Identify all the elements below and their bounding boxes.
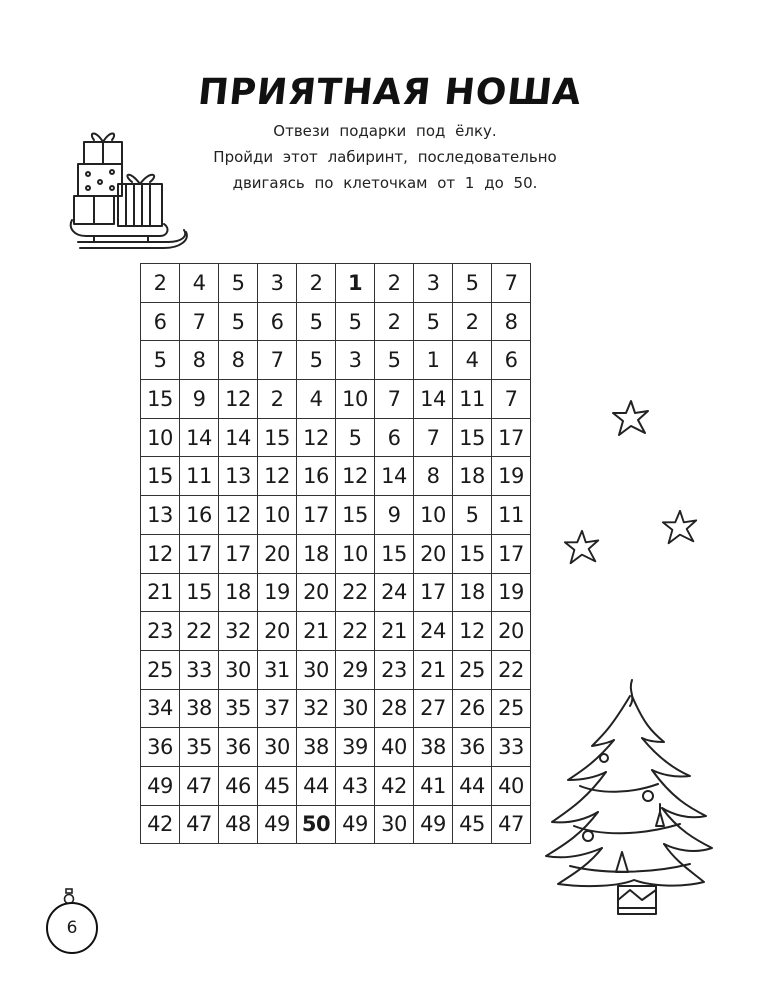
maze-cell: 12 <box>219 496 258 535</box>
maze-cell: 5 <box>375 341 414 380</box>
maze-cell: 4 <box>453 341 492 380</box>
maze-cell: 36 <box>219 728 258 767</box>
maze-cell: 19 <box>492 573 531 612</box>
maze-cell: 30 <box>297 650 336 689</box>
maze-cell: 13 <box>219 457 258 496</box>
maze-cell: 7 <box>375 380 414 419</box>
maze-row <box>141 341 531 380</box>
sleigh-gifts-icon <box>64 124 194 259</box>
maze-cell: 10 <box>141 418 180 457</box>
maze-row <box>141 457 531 496</box>
maze-cell: 15 <box>453 418 492 457</box>
maze-cell: 11 <box>453 380 492 419</box>
maze-cell: 18 <box>219 573 258 612</box>
maze-cell: 49 <box>336 805 375 844</box>
maze-cell: 8 <box>414 457 453 496</box>
maze-cell: 6 <box>375 418 414 457</box>
maze-cell: 22 <box>336 573 375 612</box>
maze-cell: 2 <box>297 264 336 303</box>
page-title: ПРИЯТНАЯ НОША <box>196 72 584 113</box>
maze-cell: 35 <box>180 728 219 767</box>
maze-cell: 3 <box>336 341 375 380</box>
maze-row <box>141 573 531 612</box>
maze-cell: 5 <box>219 264 258 303</box>
maze-cell: 40 <box>375 728 414 767</box>
maze-cell: 10 <box>414 496 453 535</box>
maze-cell: 9 <box>375 496 414 535</box>
instruction-line: двигаясь по клеточкам от 1 до 50. <box>232 174 538 192</box>
maze-cell: 37 <box>258 689 297 728</box>
maze-cell: 12 <box>336 457 375 496</box>
maze-cell: 15 <box>258 418 297 457</box>
maze-cell: 32 <box>297 689 336 728</box>
maze-row <box>141 650 531 689</box>
maze-cell: 30 <box>219 650 258 689</box>
maze-cell: 1 <box>336 264 375 303</box>
maze-row <box>141 418 531 457</box>
maze-cell: 31 <box>258 650 297 689</box>
maze-cell: 19 <box>492 457 531 496</box>
maze-cell: 21 <box>141 573 180 612</box>
maze-cell: 9 <box>180 380 219 419</box>
maze-cell: 18 <box>297 534 336 573</box>
maze-cell: 44 <box>453 766 492 805</box>
maze-cell: 20 <box>492 612 531 651</box>
maze-cell: 11 <box>180 457 219 496</box>
maze-row <box>141 612 531 651</box>
maze-cell: 24 <box>375 573 414 612</box>
maze-cell: 5 <box>453 264 492 303</box>
maze-cell: 23 <box>375 650 414 689</box>
maze-row <box>141 534 531 573</box>
maze-row <box>141 728 531 767</box>
maze-cell: 17 <box>219 534 258 573</box>
maze-cell: 3 <box>258 264 297 303</box>
maze-cell: 14 <box>375 457 414 496</box>
maze-row <box>141 302 531 341</box>
maze-cell: 12 <box>258 457 297 496</box>
maze-cell: 17 <box>492 418 531 457</box>
maze-cell: 7 <box>414 418 453 457</box>
maze-cell: 33 <box>180 650 219 689</box>
maze-cell: 40 <box>492 766 531 805</box>
instruction-line: Отвези подарки под ёлку. <box>273 122 497 140</box>
maze-cell: 29 <box>336 650 375 689</box>
maze-cell: 13 <box>141 496 180 535</box>
maze-cell: 7 <box>258 341 297 380</box>
maze-cell: 8 <box>492 302 531 341</box>
maze-cell: 4 <box>180 264 219 303</box>
maze-cell: 2 <box>375 302 414 341</box>
maze-cell: 20 <box>258 612 297 651</box>
maze-cell: 12 <box>219 380 258 419</box>
maze-cell: 43 <box>336 766 375 805</box>
maze-cell: 15 <box>336 496 375 535</box>
maze-cell: 2 <box>375 264 414 303</box>
maze-cell: 35 <box>219 689 258 728</box>
maze-row <box>141 264 531 303</box>
page-number: 6 <box>46 902 98 954</box>
maze-cell: 7 <box>492 264 531 303</box>
maze-cell: 10 <box>258 496 297 535</box>
maze-row <box>141 496 531 535</box>
maze-cell: 8 <box>180 341 219 380</box>
maze-cell: 8 <box>219 341 258 380</box>
instruction-line: Пройди этот лабиринт, последовательно <box>213 148 557 166</box>
maze-cell: 22 <box>336 612 375 651</box>
maze-cell: 15 <box>141 457 180 496</box>
maze-cell: 15 <box>375 534 414 573</box>
maze-row <box>141 805 531 844</box>
maze-cell: 50 <box>297 805 336 844</box>
maze-cell: 6 <box>492 341 531 380</box>
maze-cell: 5 <box>453 496 492 535</box>
maze-cell: 34 <box>141 689 180 728</box>
maze-cell: 7 <box>492 380 531 419</box>
maze-cell: 12 <box>141 534 180 573</box>
maze-cell: 49 <box>141 766 180 805</box>
maze-cell: 17 <box>180 534 219 573</box>
maze-cell: 28 <box>375 689 414 728</box>
maze-cell: 25 <box>141 650 180 689</box>
maze-cell: 30 <box>258 728 297 767</box>
maze-cell: 2 <box>453 302 492 341</box>
maze-row <box>141 380 531 419</box>
maze-cell: 10 <box>336 380 375 419</box>
maze-cell: 47 <box>180 766 219 805</box>
maze-cell: 24 <box>414 612 453 651</box>
number-maze <box>140 263 531 844</box>
maze-cell: 21 <box>414 650 453 689</box>
maze-cell: 20 <box>414 534 453 573</box>
maze-cell: 38 <box>297 728 336 767</box>
maze-cell: 38 <box>414 728 453 767</box>
maze-cell: 5 <box>336 302 375 341</box>
maze-cell: 21 <box>375 612 414 651</box>
maze-cell: 18 <box>453 573 492 612</box>
maze-cell: 5 <box>297 341 336 380</box>
maze-cell: 12 <box>453 612 492 651</box>
maze-cell: 14 <box>414 380 453 419</box>
maze-cell: 19 <box>258 573 297 612</box>
maze-cell: 21 <box>297 612 336 651</box>
maze-cell: 39 <box>336 728 375 767</box>
maze-cell: 10 <box>336 534 375 573</box>
maze-cell: 30 <box>336 689 375 728</box>
maze-cell: 2 <box>258 380 297 419</box>
maze-cell: 17 <box>297 496 336 535</box>
maze-cell: 15 <box>141 380 180 419</box>
maze-cell: 27 <box>414 689 453 728</box>
maze-cell: 30 <box>375 805 414 844</box>
maze-cell: 5 <box>219 302 258 341</box>
maze-cell: 14 <box>219 418 258 457</box>
maze-cell: 42 <box>141 805 180 844</box>
maze-cell: 5 <box>141 341 180 380</box>
star-icon <box>562 528 602 568</box>
maze-cell: 23 <box>141 612 180 651</box>
maze-cell: 48 <box>219 805 258 844</box>
maze-cell: 7 <box>180 302 219 341</box>
maze-cell: 3 <box>414 264 453 303</box>
maze-cell: 44 <box>297 766 336 805</box>
maze-cell: 17 <box>492 534 531 573</box>
maze-cell: 22 <box>180 612 219 651</box>
maze-cell: 1 <box>414 341 453 380</box>
maze-cell: 17 <box>414 573 453 612</box>
maze-cell: 5 <box>336 418 375 457</box>
maze-cell: 47 <box>492 805 531 844</box>
maze-cell: 12 <box>297 418 336 457</box>
maze-row <box>141 689 531 728</box>
maze-row <box>141 766 531 805</box>
maze-cell: 47 <box>180 805 219 844</box>
maze-cell: 15 <box>453 534 492 573</box>
maze-cell: 36 <box>141 728 180 767</box>
maze-cell: 38 <box>180 689 219 728</box>
maze-cell: 11 <box>492 496 531 535</box>
maze-cell: 20 <box>258 534 297 573</box>
maze-cell: 18 <box>453 457 492 496</box>
star-icon <box>610 398 652 440</box>
maze-cell: 16 <box>180 496 219 535</box>
maze-cell: 32 <box>219 612 258 651</box>
star-icon <box>660 508 700 548</box>
maze-cell: 25 <box>492 689 531 728</box>
maze-cell: 5 <box>297 302 336 341</box>
maze-cell: 46 <box>219 766 258 805</box>
christmas-tree-icon <box>540 676 720 936</box>
maze-cell: 14 <box>180 418 219 457</box>
maze-cell: 4 <box>297 380 336 419</box>
maze-cell: 20 <box>297 573 336 612</box>
maze-cell: 45 <box>453 805 492 844</box>
maze-cell: 49 <box>414 805 453 844</box>
maze-cell: 33 <box>492 728 531 767</box>
maze-cell: 42 <box>375 766 414 805</box>
maze-cell: 26 <box>453 689 492 728</box>
maze-cell: 15 <box>180 573 219 612</box>
maze-cell: 22 <box>492 650 531 689</box>
maze-cell: 45 <box>258 766 297 805</box>
maze-cell: 16 <box>297 457 336 496</box>
maze-cell: 2 <box>141 264 180 303</box>
maze-cell: 6 <box>141 302 180 341</box>
instructions <box>180 118 590 196</box>
maze-cell: 5 <box>414 302 453 341</box>
maze-cell: 25 <box>453 650 492 689</box>
maze-cell: 41 <box>414 766 453 805</box>
maze-cell: 36 <box>453 728 492 767</box>
maze-cell: 49 <box>258 805 297 844</box>
maze-cell: 6 <box>258 302 297 341</box>
